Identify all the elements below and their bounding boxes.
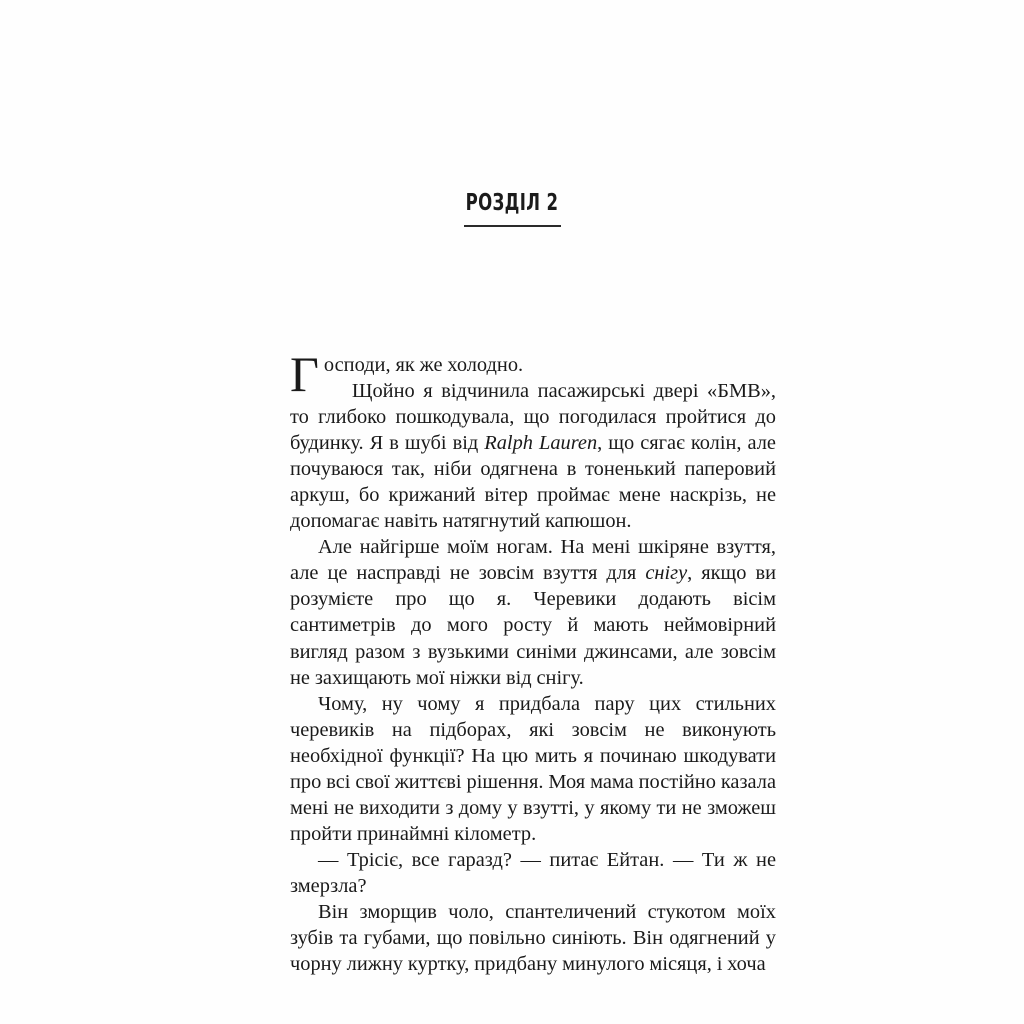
chapter-header — [0, 190, 1024, 227]
paragraph-opening — [290, 346, 776, 402]
paragraph-opening-text-after-brand: , що сягає колін, але почуваюся так, ніби одягнена в тоненький паперовий аркуш, бо крижаний вітер проймає мене наскрізь, не допомагає навіть натягнутий капюшон. — [290, 432, 776, 533]
drop-cap-letter: Г — [290, 346, 319, 402]
paragraph-dialogue: — Трісіє, все гаразд? — питає Ейтан. — Ти ж не змерзла? — [290, 848, 776, 897]
paragraph-ethan-description: Він зморщив чоло, спантеличений стукотом моїх зубів та губами, що повільно синіють. Він одягнений у чорну лижну куртку, придбану минулого місяця, і хоча — [290, 900, 776, 976]
paragraph-opening-first-line: осподи, як же холодно. — [323, 354, 524, 376]
paragraph-opening-text-before-brand: Щойно я відчинила пасажирські двері «БМВ», то глибоко пошкодувала, що погодилася пройтися до будинку. Я в шубі від — [290, 380, 776, 455]
paragraph-regret: Чому, ну чому я придбала пару цих стильних черевиків на підборах, які зовсім не виконують необхідної функції? На цю мить я починаю шкодувати про всі свої життєві рішення. Моя мама постійно казала мені не виходити з дому у взутті, у якому ти не зможеш пройти принаймні кілометр. — [290, 692, 776, 845]
chapter-divider-rule — [464, 225, 561, 227]
paragraph-opening-continued — [290, 378, 776, 534]
brand-name-italic: Ralph Lauren — [484, 432, 598, 455]
paragraph-shoes-text-before-emphasis: Але найгірше моїм ногам. На мені шкіряне взуття, але це насправді не зовсім взуття для — [290, 536, 776, 585]
paragraph-shoes — [290, 534, 776, 690]
body-text-column — [290, 346, 777, 977]
emphasis-snow: снігу — [645, 562, 688, 585]
paragraph-shoes-text-after-emphasis: , якщо ви розумієте про що я. Черевики додають вісім сантиметрів до мого росту й мають неймовірний вигляд разом з вузькими синіми джинсами, але зовсім не захищають мої ніжки від снігу. — [290, 562, 777, 689]
chapter-title: РОЗДІЛ 2 — [465, 190, 559, 216]
